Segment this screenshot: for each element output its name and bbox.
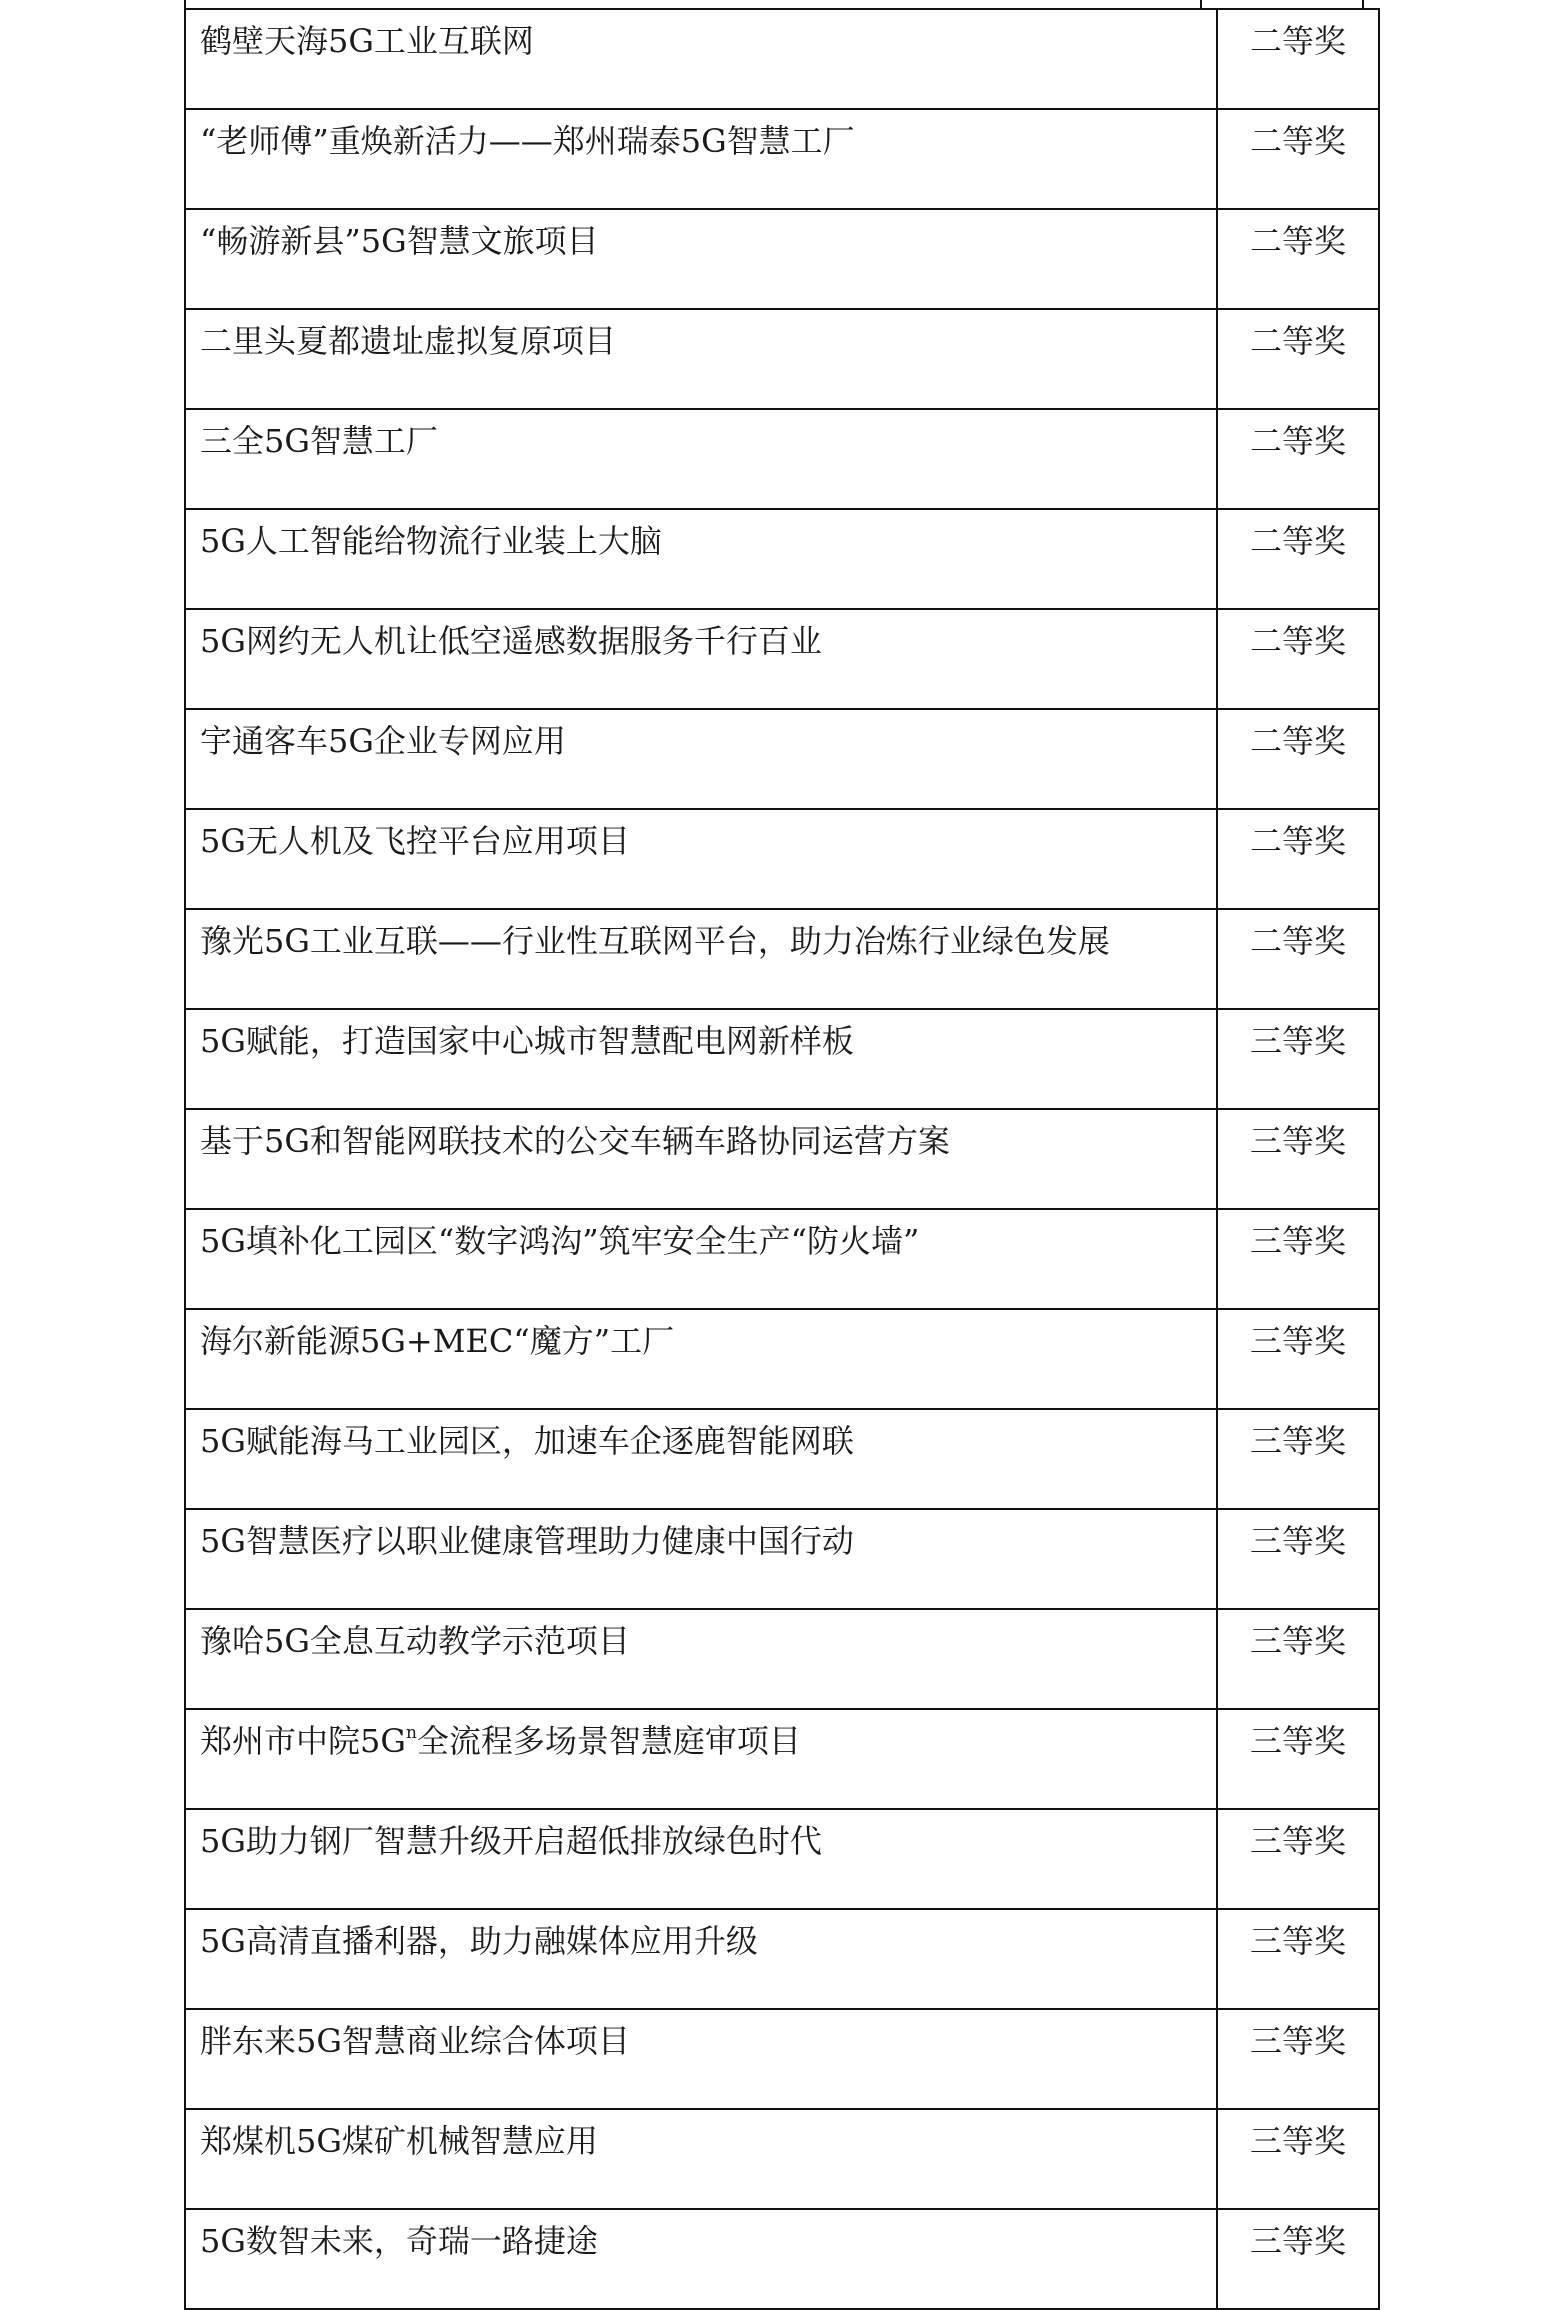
award-level-cell: 三等奖 — [1217, 2109, 1379, 2209]
award-level-cell: 二等奖 — [1217, 609, 1379, 709]
table-row — [185, 209, 1379, 309]
project-name-text: 郑州市中院5G — [200, 1722, 406, 1760]
table-row — [185, 1109, 1379, 1209]
project-name-cell: 5G网约无人机让低空遥感数据服务千行百业 — [185, 609, 1217, 709]
award-level-cell: 二等奖 — [1217, 309, 1379, 409]
award-level-cell: 二等奖 — [1217, 109, 1379, 209]
project-name-cell: 5G赋能，打造国家中心城市智慧配电网新样板 — [185, 1009, 1217, 1109]
table-row — [185, 1009, 1379, 1109]
project-name-cell: 三全5G智慧工厂 — [185, 409, 1217, 509]
table-row — [185, 309, 1379, 409]
award-level-cell: 三等奖 — [1217, 1909, 1379, 2009]
project-name-cell: 豫光5G工业互联——行业性互联网平台，助力冶炼行业绿色发展 — [185, 909, 1217, 1009]
project-name-cell — [185, 1709, 1217, 1809]
table-row — [185, 809, 1379, 909]
award-level-cell: 三等奖 — [1217, 2009, 1379, 2109]
table-row — [185, 909, 1379, 1009]
table-top-edge — [184, 0, 1364, 8]
table-row — [185, 1809, 1379, 1909]
project-name-cell: 5G智慧医疗以职业健康管理助力健康中国行动 — [185, 1509, 1217, 1609]
project-name-cell: 5G赋能海马工业园区，加速车企逐鹿智能网联 — [185, 1409, 1217, 1509]
award-level-cell: 三等奖 — [1217, 2209, 1379, 2309]
project-name-cell: 5G数智未来，奇瑞一路捷途 — [185, 2209, 1217, 2309]
award-level-cell: 三等奖 — [1217, 1109, 1379, 1209]
award-level-cell: 三等奖 — [1217, 1509, 1379, 1609]
table-row — [185, 1709, 1379, 1809]
project-name-cell: 郑煤机5G煤矿机械智慧应用 — [185, 2109, 1217, 2209]
award-level-cell: 二等奖 — [1217, 809, 1379, 909]
award-level-cell: 二等奖 — [1217, 209, 1379, 309]
table-row — [185, 9, 1379, 109]
table-row — [185, 1909, 1379, 2009]
awards-table — [184, 8, 1380, 2310]
award-level-cell: 三等奖 — [1217, 1609, 1379, 1709]
award-level-cell: 三等奖 — [1217, 1209, 1379, 1309]
project-name-cell: 豫哈5G全息互动教学示范项目 — [185, 1609, 1217, 1709]
table-row — [185, 1309, 1379, 1409]
table-row — [185, 2009, 1379, 2109]
table-row — [185, 509, 1379, 609]
project-name-cell: 鹤壁天海5G工业互联网 — [185, 9, 1217, 109]
table-row — [185, 1609, 1379, 1709]
project-name-cell: 5G助力钢厂智慧升级开启超低排放绿色时代 — [185, 1809, 1217, 1909]
award-level-cell: 三等奖 — [1217, 1809, 1379, 1909]
award-level-cell: 二等奖 — [1217, 509, 1379, 609]
project-name-cell: 5G高清直播利器，助力融媒体应用升级 — [185, 1909, 1217, 2009]
project-name-cell: 海尔新能源5G+MEC“魔方”工厂 — [185, 1309, 1217, 1409]
project-name-cell: “畅游新县”5G智慧文旅项目 — [185, 209, 1217, 309]
award-level-cell: 二等奖 — [1217, 9, 1379, 109]
table-row — [185, 609, 1379, 709]
award-level-cell: 二等奖 — [1217, 709, 1379, 809]
table-row — [185, 1209, 1379, 1309]
award-level-cell: 二等奖 — [1217, 909, 1379, 1009]
table-row — [185, 1409, 1379, 1509]
project-name-cell: 宇通客车5G企业专网应用 — [185, 709, 1217, 809]
project-name-cell: “老师傅”重焕新活力——郑州瑞泰5G智慧工厂 — [185, 109, 1217, 209]
project-name-cell: 5G人工智能给物流行业装上大脑 — [185, 509, 1217, 609]
project-name-cell: 二里头夏都遗址虚拟复原项目 — [185, 309, 1217, 409]
project-name-text: 全流程多场景智慧庭审项目 — [416, 1722, 801, 1760]
project-name-cell: 胖东来5G智慧商业综合体项目 — [185, 2009, 1217, 2109]
table-row — [185, 409, 1379, 509]
superscript-n: n — [405, 1723, 417, 1743]
project-name-cell: 5G填补化工园区“数字鸿沟”筑牢安全生产“防火墙” — [185, 1209, 1217, 1309]
table-row — [185, 709, 1379, 809]
award-level-cell: 三等奖 — [1217, 1309, 1379, 1409]
table-row — [185, 2109, 1379, 2209]
award-level-cell: 二等奖 — [1217, 409, 1379, 509]
project-name-cell: 基于5G和智能网联技术的公交车辆车路协同运营方案 — [185, 1109, 1217, 1209]
project-name-cell: 5G无人机及飞控平台应用项目 — [185, 809, 1217, 909]
table-row — [185, 2209, 1379, 2309]
award-level-cell: 三等奖 — [1217, 1409, 1379, 1509]
table-row — [185, 109, 1379, 209]
award-level-cell: 三等奖 — [1217, 1009, 1379, 1109]
award-level-cell: 三等奖 — [1217, 1709, 1379, 1809]
table-row — [185, 1509, 1379, 1609]
